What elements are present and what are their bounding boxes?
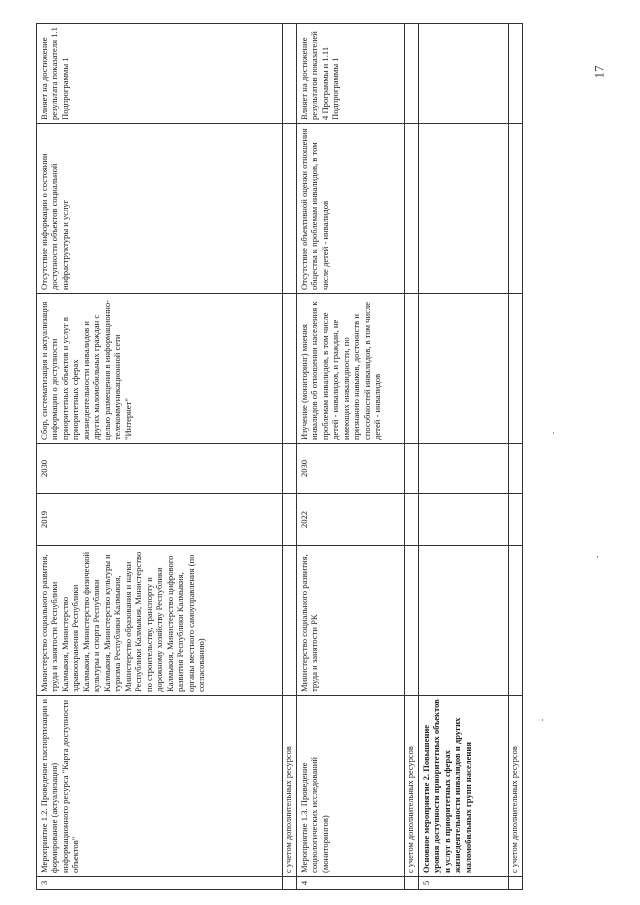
expected-result: Изучение (мониторинг) мнения инвалидов об отношении населения к проблемам инвалидов, в том числе детей - инвалидов, и граждан, не имеющих инвалидности, по признанию навыков, достоинств и способностей инвалидов, в том числе детей - инвалидов <box>297 294 405 444</box>
executors: Министерство социального развития, труда и занятости РК <box>297 546 405 696</box>
scan-speck <box>542 719 543 721</box>
event-name: Мероприятие 1.2. Проведение паспортизации и формирование (актуализация) информационного ресурса "Карта доступности объектов" <box>37 696 283 877</box>
non-implementation-consequence <box>419 124 509 294</box>
non-implementation-consequence: Отсутствие объективной оценки отношения общества к проблемам инвалидов, в том числе детей - инвалидов <box>297 124 405 294</box>
program-events-table <box>36 23 523 890</box>
indicator-link: Влияет на достижение результата показателя 1.1 Подпрограммы 1 <box>37 24 283 124</box>
row-number: 3 <box>37 877 283 890</box>
table-row-extra-resources <box>283 24 297 890</box>
row-number: 4 <box>297 877 405 890</box>
non-implementation-consequence: Отсутствие информации о состоянии доступности объектов социальной инфраструктуры и услуг <box>37 124 283 294</box>
extra-resources-label: с учетом дополнительных ресурсов <box>509 696 523 877</box>
row-number: 5 <box>419 877 509 890</box>
rotated-table-container <box>36 24 553 890</box>
extra-resources-label: с учетом дополнительных ресурсов <box>283 696 297 877</box>
table-row-event-1-3 <box>297 24 405 890</box>
table-row-event-1-2 <box>37 24 283 890</box>
indicator-link: Влияет на достижение результатов показателей 4 Программы и 1.11 Подпрограммы 1 <box>297 24 405 124</box>
end-year: 2030 <box>297 444 405 494</box>
indicator-link <box>419 24 509 124</box>
executors <box>419 546 509 696</box>
event-name: Мероприятие 1.3. Проведение социологических исследований (мониторингов) <box>297 696 405 877</box>
start-year: 2022 <box>297 494 405 546</box>
table-row-extra-resources <box>509 24 523 890</box>
table-row-main-event-2 <box>419 24 509 890</box>
expected-result <box>419 294 509 444</box>
executors: Министерство социального развития, труда и занятости Республики Калмыкия, Министерство здравоохранения Республики Калмыкия, Министерство физической культуры и спорта Республики Калмыкия, Министерство культуры и туризма Республики Калмыкия, Министерство образования и науки Республики Калмыкия, Министерство по строительству, транспорту и дорожному хозяйству Республики Калмыкия, Министерство цифрового развития Республики Калмыкия, органы местного самоуправления (по согласованию) <box>37 546 283 696</box>
table-row-extra-resources <box>405 24 419 890</box>
end-year <box>419 444 509 494</box>
start-year: 2019 <box>37 494 283 546</box>
end-year: 2030 <box>37 444 283 494</box>
scan-speck <box>553 432 554 434</box>
extra-resources-label: с учетом дополнительных ресурсов <box>405 696 419 877</box>
expected-result: Сбор, систематизация и актуализация информации о доступности приоритетных объектов и услуг в приоритетных сферах жизнедеятельности инвалидов и других маломобильных граждан с целью размещения в информационно-телекоммуникационной сети "Интернет" <box>37 294 283 444</box>
start-year <box>419 494 509 546</box>
page-number: 17 <box>591 65 607 79</box>
scan-speck <box>597 556 598 558</box>
event-name: Основное мероприятие 2. Повышение уровня доступности приоритетных объектов и услуг в приоритетных сферах жизнедеятельности инвалидов и других маломобильных групп населения <box>419 696 509 877</box>
